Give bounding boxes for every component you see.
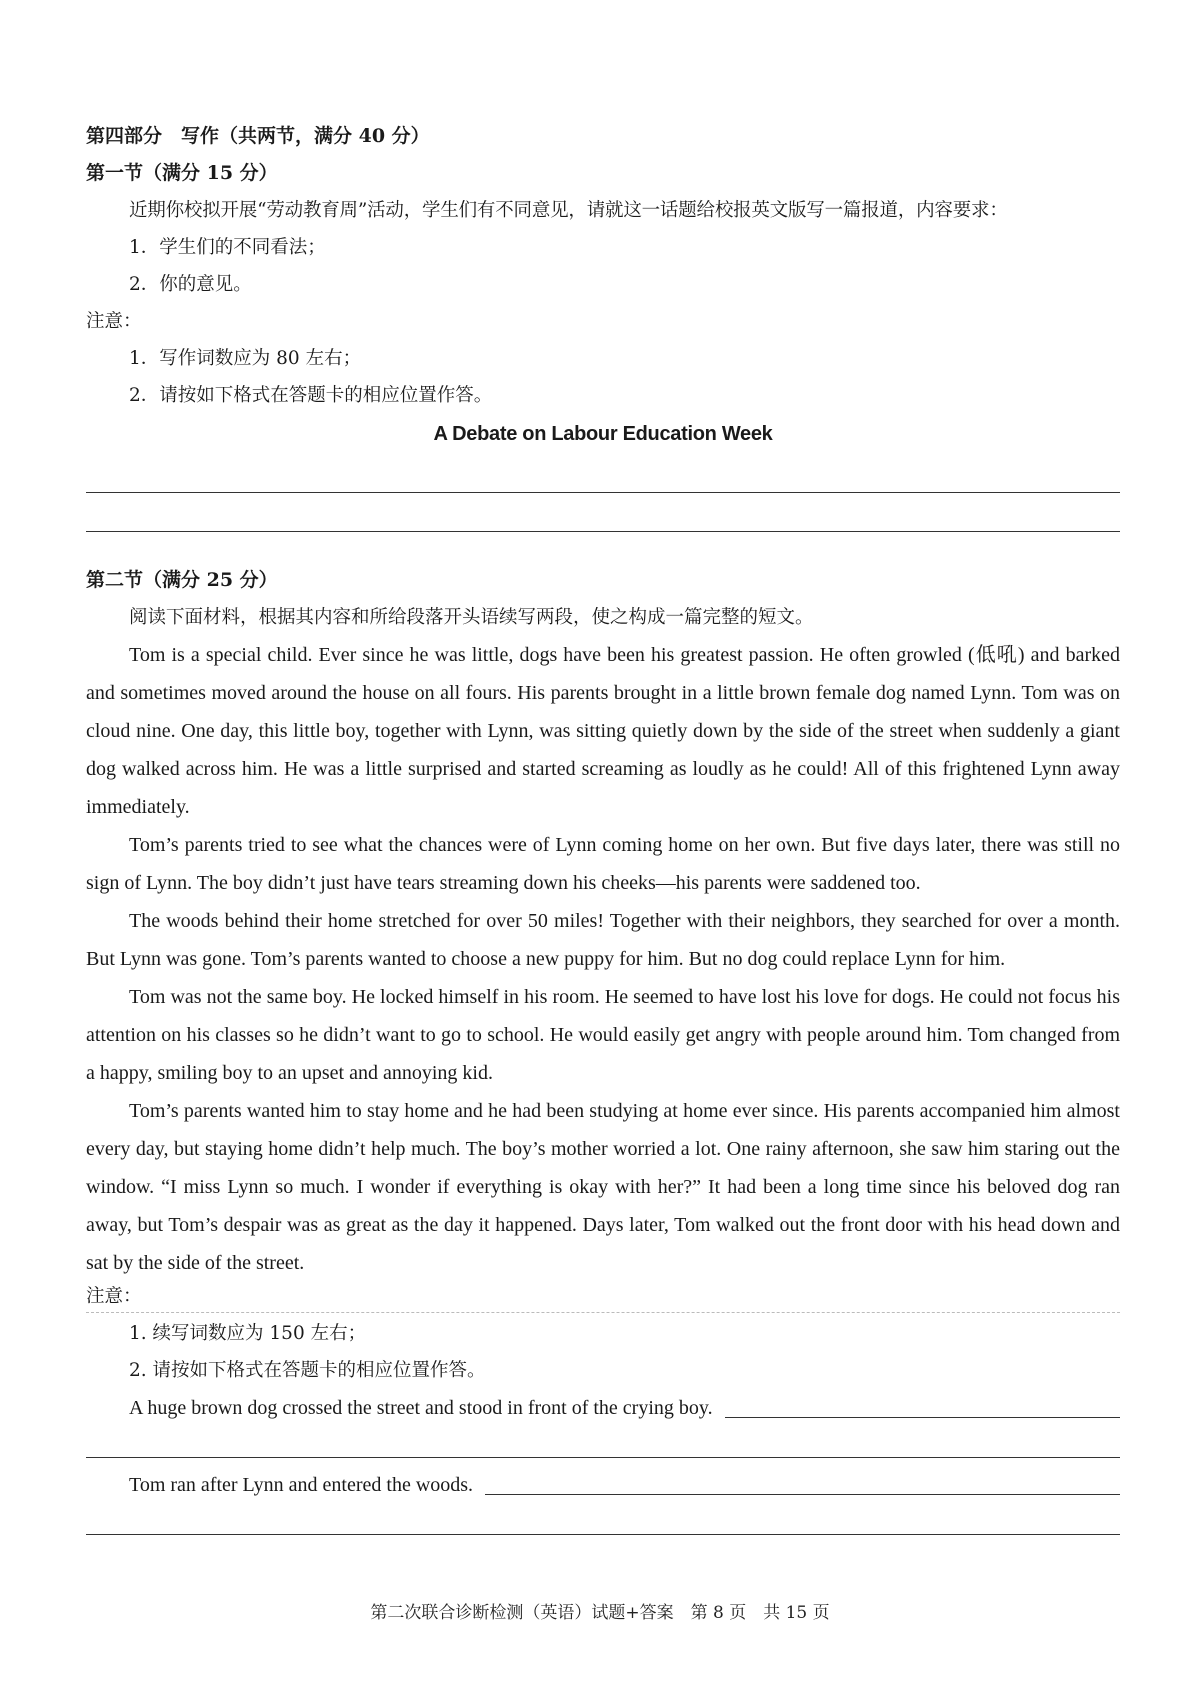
story-paragraph: The woods behind their home stretched for over 50 miles! Together with their neighbors, they searched for over a month. But Lynn was gone. Tom’s parents wanted to choose a new puppy for him. But no dog could replace Lynn for him.: [86, 910, 1120, 970]
answer-line: [86, 1534, 1120, 1535]
continuation-prompt-1: [86, 1389, 1120, 1427]
section1-heading: 第一节（满分 15 分）: [86, 162, 278, 184]
story-text: [86, 636, 1120, 1282]
section2-heading: 第二节（满分 25 分）: [86, 569, 278, 591]
section2-note-1: 1. 续写词数应为 150 左右；: [129, 1323, 367, 1344]
section1-requirement-1: 1．学生们的不同看法；: [129, 237, 326, 258]
section1-note-2: 2．请按如下格式在答题卡的相应位置作答。: [129, 385, 493, 406]
page-footer: 第二次联合诊断检测（英语）试题+答案 第 8 页 共 15 页: [370, 1603, 830, 1623]
answer-blank: [485, 1494, 1120, 1495]
prompt-text-2: Tom ran after Lynn and entered the woods.: [129, 1474, 474, 1496]
section1-requirement-2: 2．你的意见。: [129, 274, 252, 295]
story-paragraph: Tom was not the same boy. He locked himself in his room. He seemed to have lost his love for dogs. He could not focus his attention on his classes so he didn’t want to go to school. He would easily get angry with people around him. Tom changed from a happy, smiling boy to an upset and annoying kid.: [86, 986, 1120, 1084]
story-paragraph: Tom’s parents wanted him to stay home and he had been studying at home ever since. His parents accompanied him almost every day, but staying home didn’t help much. The boy’s mother worried a lot. One rainy afternoon, she saw him staring out the window. “I miss Lynn so much. I wonder if everything is okay with her?” It had been a long time since his beloved dog ran away, but Tom’s despair was as great as the day it happened. Days later, Tom walked out the front door with his head down and sat by the side of the street.: [86, 1100, 1120, 1274]
divider: [86, 1312, 1120, 1313]
section2-intro: 阅读下面材料，根据其内容和所给段落开头语续写两段，使之构成一篇完整的短文。: [129, 607, 814, 628]
section1-intro: 近期你校拟开展“劳动教育周”活动，学生们有不同意见，请就这一话题给校报英文版写一篇报道，内容要求：: [129, 200, 1008, 221]
essay-title: A Debate on Labour Education Week: [433, 423, 773, 445]
story-paragraph: Tom is a special child. Ever since he was little, dogs have been his greatest passion. He often growled (低吼) and barked and sometimes moved around the house on all fours. His parents brought in a little brown female dog named Lynn. Tom was on cloud nine. One day, this little boy, together with Lynn, was sitting quietly down by the side of the street when suddenly a giant dog walked across him. He was a little surprised and started screaming as loudly as he could! All of this frightened Lynn away immediately.: [86, 644, 1120, 818]
section1-note-label: 注意：: [86, 311, 142, 332]
continuation-prompt-2: [86, 1466, 1120, 1504]
part-title: 第四部分 写作（共两节，满分 40 分）: [86, 125, 430, 147]
section1-note-1: 1．写作词数应为 80 左右；: [129, 348, 362, 369]
answer-blank: [725, 1417, 1120, 1418]
exam-page: [86, 118, 1120, 1535]
section2-note-label: 注意：: [86, 1286, 142, 1307]
prompt-text-1: A huge brown dog crossed the street and stood in front of the crying boy.: [129, 1397, 713, 1419]
story-paragraph: Tom’s parents tried to see what the chances were of Lynn coming home on her own. But five days later, there was still no sign of Lynn. The boy didn’t just have tears streaming down his cheeks—his parents were saddened too.: [86, 834, 1120, 894]
section2-note-2: 2. 请按如下格式在答题卡的相应位置作答。: [129, 1360, 486, 1381]
